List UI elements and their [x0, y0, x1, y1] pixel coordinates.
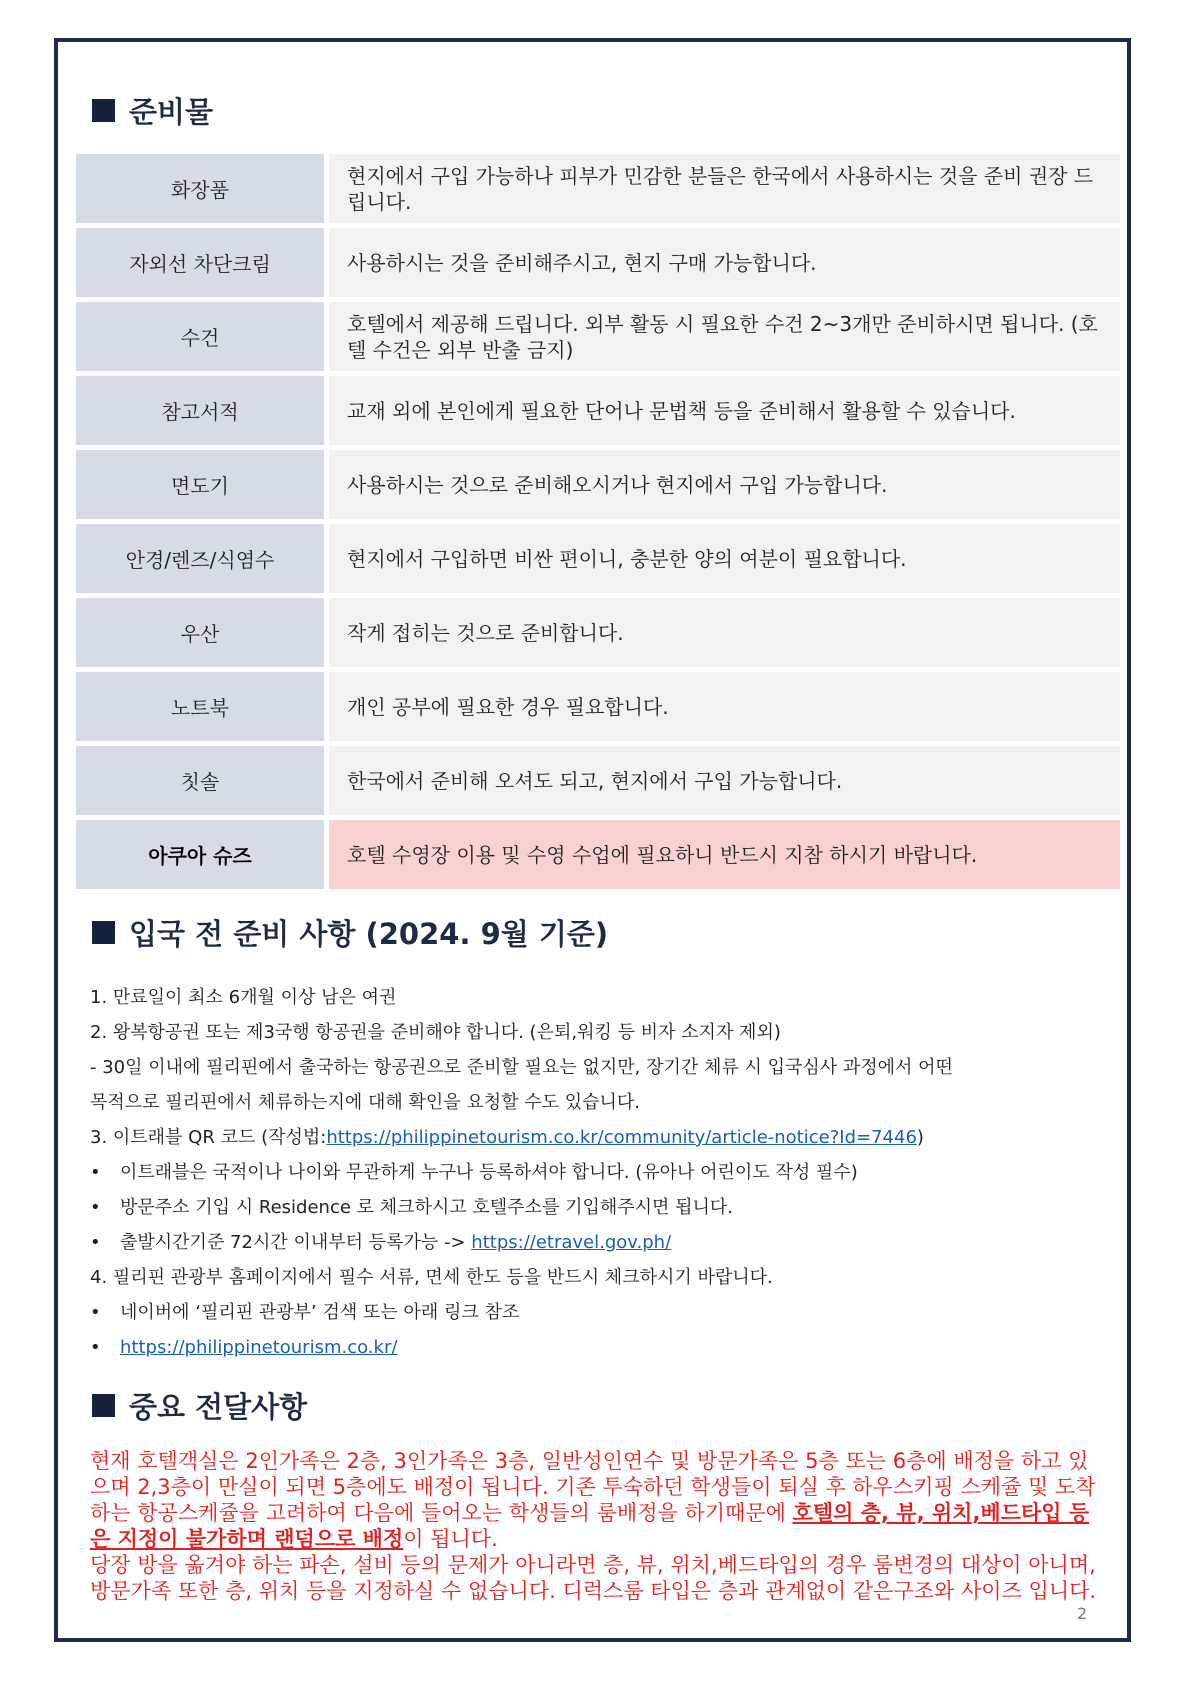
list-item-text: 3. 이트래블 QR 코드 (작성법: — [90, 1127, 327, 1148]
list-item: 1. 만료일이 최소 6개월 이상 남은 여권 — [90, 987, 397, 1008]
table-row-highlighted — [76, 820, 1120, 889]
section-title-text: 중요 전달사항 — [129, 1390, 308, 1424]
table-row — [76, 154, 1120, 223]
entry-requirements — [90, 980, 1100, 1365]
list-item: 4. 필리핀 관광부 홈페이지에서 필수 서류, 면세 한도 등을 반드시 체크하시기 바랍니다. — [90, 1267, 773, 1288]
important-notice — [90, 1448, 1100, 1604]
item-description: 호텔에서 제공해 드립니다. 외부 활동 시 필요한 수건 2~3개만 준비하시면 됩니다. (호텔 수건은 외부 반출 금지) — [329, 302, 1120, 371]
item-description: 호텔 수영장 이용 및 수영 수업에 필요하니 반드시 지참 하시기 바랍니다. — [329, 820, 1120, 889]
bullet-item — [90, 1295, 1100, 1330]
item-description: 개인 공부에 필요한 경우 필요합니다. — [329, 672, 1120, 741]
item-label: 면도기 — [76, 450, 324, 519]
section-title-prep — [92, 90, 213, 131]
section-title-text: 준비물 — [129, 95, 214, 129]
item-label: 우산 — [76, 598, 324, 667]
item-description: 현지에서 구입하면 비싼 편이니, 충분한 양의 여분이 필요합니다. — [329, 524, 1120, 593]
bullet-item — [90, 1155, 1100, 1190]
item-label: 안경/렌즈/식염수 — [76, 524, 324, 593]
etravel-link[interactable]: https://etravel.gov.ph/ — [471, 1232, 672, 1253]
notice-text: 현재 호텔객실은 2인가족은 2층, 3인가족은 3층, 일반성인연수 및 방문가족은 5층 또는 6층에 배정을 하고 있으며 2,3층이 만실이 되면 5층에도 배정이 됩니다. 기존 투숙하던 학생들이 퇴실 후 하우스키핑 스케쥴 및 도착하는 항공스케쥴을 고려하여 다음에 들어오는 학생들의 룸배정을 하기때문에 — [90, 1449, 1096, 1525]
list-item: - 30일 이내에 필리핀에서 출국하는 항공권으로 준비할 필요는 없지만, 장기간 체류 시 입국심사 과정에서 어떤 — [90, 1057, 953, 1078]
item-label: 자외선 차단크림 — [76, 228, 324, 297]
table-row — [76, 228, 1120, 297]
list-item: 목적으로 필리핀에서 체류하는지에 대해 확인을 요청할 수도 있습니다. — [90, 1092, 641, 1113]
item-description: 사용하시는 것으로 준비해오시거나 현지에서 구입 가능합니다. — [329, 450, 1120, 519]
table-row — [76, 598, 1120, 667]
bullet-icon: • — [90, 1162, 101, 1183]
section-title-text: 입국 전 준비 사항 (2024. 9월 기준) — [129, 917, 609, 951]
notice-text: 이 됩니다. — [403, 1527, 498, 1551]
bullet-text: 이트래블은 국적이나 나이와 무관하게 누구나 등록하셔야 합니다. (유아나 어린이도 작성 필수) — [120, 1162, 858, 1183]
item-description: 작게 접히는 것으로 준비합니다. — [329, 598, 1120, 667]
notice-paragraph — [90, 1448, 1100, 1552]
bullet-icon: • — [90, 1302, 101, 1323]
item-description: 사용하시는 것을 준비해주시고, 현지 구매 가능합니다. — [329, 228, 1120, 297]
item-description: 한국에서 준비해 오셔도 되고, 현지에서 구입 가능합니다. — [329, 746, 1120, 815]
item-label: 노트북 — [76, 672, 324, 741]
bullet-item — [90, 1225, 1100, 1260]
item-label: 수건 — [76, 302, 324, 371]
bullet-icon: • — [90, 1337, 101, 1358]
etravel-guide-link[interactable]: https://philippinetourism.co.kr/community/article-notice?Id=7446 — [326, 1127, 917, 1148]
filled-square-icon — [92, 99, 115, 122]
table-row — [76, 672, 1120, 741]
item-label: 참고서적 — [76, 376, 324, 445]
bullet-text: 방문주소 기입 시 Residence 로 체크하시고 호텔주소를 기입해주시면 됩니다. — [120, 1197, 733, 1218]
table-row — [76, 524, 1120, 593]
filled-square-icon — [92, 1394, 115, 1417]
bullet-item — [90, 1330, 1100, 1365]
prep-table — [76, 154, 1120, 894]
table-row — [76, 376, 1120, 445]
item-label: 아쿠아 슈즈 — [76, 820, 324, 889]
table-row — [76, 302, 1120, 371]
item-label: 칫솔 — [76, 746, 324, 815]
tourism-site-link[interactable]: https://philippinetourism.co.kr/ — [120, 1337, 398, 1358]
bullet-item — [90, 1190, 1100, 1225]
item-description: 현지에서 구입 가능하나 피부가 민감한 분들은 한국에서 사용하시는 것을 준비 권장 드립니다. — [329, 154, 1120, 223]
section-title-entry — [92, 912, 608, 953]
page-number: 2 — [1077, 1604, 1088, 1623]
item-description: 교재 외에 본인에게 필요한 단어나 문법책 등을 준비해서 활용할 수 있습니다. — [329, 376, 1120, 445]
item-label: 화장품 — [76, 154, 324, 223]
bullet-icon: • — [90, 1197, 101, 1218]
notice-paragraph: 당장 방을 옮겨야 하는 파손, 설비 등의 문제가 아니라면 층, 뷰, 위치,베드타입의 경우 룸변경의 대상이 아니며, 방문가족 또한 층, 위치 등을 지정하실 수 없습니다. 디럭스룸 타입은 층과 관계없이 같은구조와 사이즈 입니다. — [90, 1553, 1097, 1603]
list-item-text: ) — [916, 1127, 924, 1148]
filled-square-icon — [92, 921, 115, 944]
bullet-icon: • — [90, 1232, 101, 1253]
notice-emphasis: 호텔의 층, 뷰, 위치,베드타입 등은 지정이 불가하며 랜덤으로 배정 — [90, 1501, 1090, 1551]
section-title-notice — [92, 1385, 307, 1426]
list-item: 2. 왕복항공권 또는 제3국행 항공권을 준비해야 합니다. (은퇴,워킹 등 비자 소지자 제외) — [90, 1022, 781, 1043]
list-item — [90, 1120, 1100, 1155]
bullet-text: 네이버에 ‘필리핀 관광부’ 검색 또는 아래 링크 참조 — [120, 1302, 520, 1323]
table-row — [76, 450, 1120, 519]
table-row — [76, 746, 1120, 815]
bullet-text: 출발시간기준 72시간 이내부터 등록가능 -> — [120, 1232, 472, 1253]
